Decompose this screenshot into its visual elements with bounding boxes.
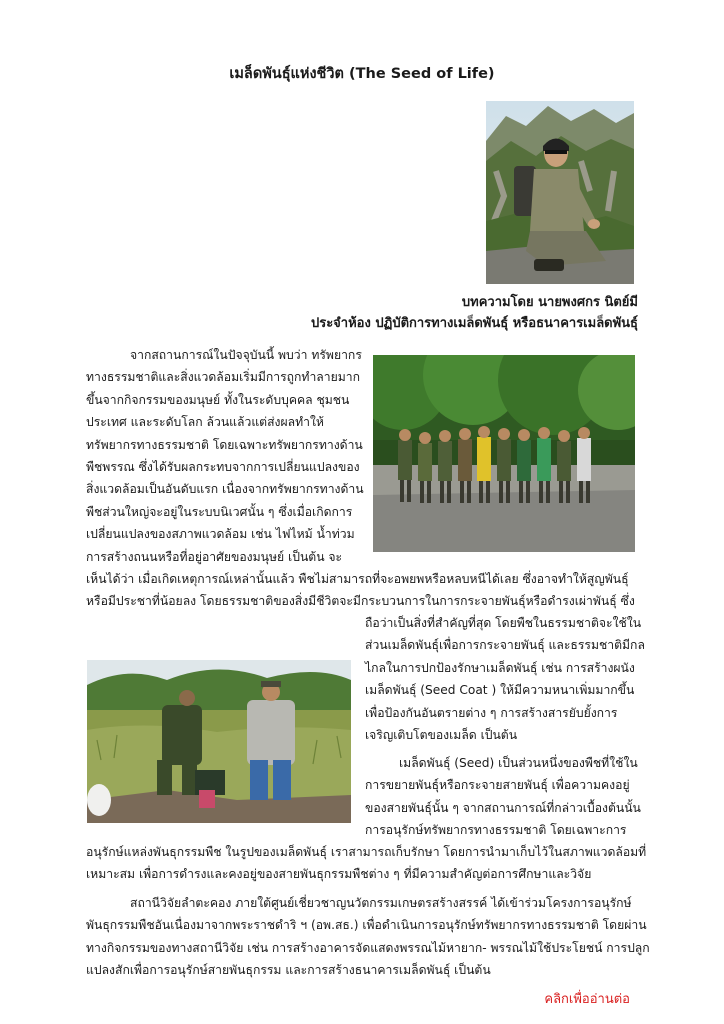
paragraph-station <box>86 892 650 982</box>
text-line: เหมาะสม เพื่อการดำรงและคงอยู่ของสายพันธุกรรมพืชต่าง ๆ ที่มีความสำคัญต่อการศึกษาและวิจัย <box>86 867 592 882</box>
paragraph-intro-column <box>86 344 368 568</box>
text-line: เห็นได้ว่า เมื่อเกิดเหตุการณ์เหล่านั้นแล้ว พืชไม่สามารถที่จะอพยพหรือหลบหนีได้เลย ซึ่งอาจทำให้สูญพันธุ์ <box>86 572 629 586</box>
text-line: ทางกิจกรรมของทางสถานีวิจัย เช่น การสร้างอาคารจัดแสดงพรรณไม้หายาก- พรรณไม้ใช้ประโยชน์ การปลูก <box>86 940 650 955</box>
paragraph-nature-column <box>365 612 645 746</box>
text-line: เมล็ดพันธุ์ (Seed) เป็นส่วนหนึ่งของพืชที่ใช้ใน <box>399 756 638 770</box>
text-line: ของสายพันธุ์นั้น ๆ จากสถานการณ์ที่กล่าวเบื้องต้นนั้น <box>365 800 641 815</box>
text-line: การขยายพันธุ์หรือกระจายสายพันธุ์ เพื่อความคงอยู่ <box>365 778 630 793</box>
paragraph-seed-column <box>365 752 640 842</box>
text-line: เพื่อป้องกันอันตรายต่าง ๆ การสร้างสารยับยั้งการ <box>365 705 618 720</box>
text-line: พันธุกรรมพืชอันเนื่องมาจากพระราชดำริ ฯ (อพ.สธ.) เพื่อดำเนินการอนุรักษ์ทรัพยากรทางธรรมชาติ โดยผ่าน <box>86 918 647 933</box>
author-photo <box>486 101 634 284</box>
author-line: บทความโดย นายพงศกร นิตย์มี <box>461 295 638 310</box>
read-more-link[interactable]: คลิกเพื่ออ่านต่อ <box>544 992 630 1007</box>
text-line: ไกลในการปกป้องรักษาเมล็ดพันธุ์ เช่น การสร้างผนัง <box>365 660 635 675</box>
text-line: หรือมีประชาที่น้อยลง โดยธรรมชาติของสิ่งมีชีวิตจะมีกระบวนการในการกระจายพันธุ์หรือดำรงเผ่าพันธุ์ ซึ่ง <box>86 594 635 609</box>
text-line: จากสถานการณ์ในปัจจุบันนี้ พบว่า ทรัพยากร <box>130 348 362 362</box>
page-title: เมล็ดพันธุ์แห่งชีวิต (The Seed of Life) <box>229 66 495 82</box>
text-line: เมล็ดพันธุ์ (Seed Coat ) ให้มีความหนาเพิ่มมากขึ้น <box>365 683 635 698</box>
text-line: ทางธรรมชาติและสิ่งแวดล้อมเริ่มมีการถูกทำลายมาก <box>86 370 361 385</box>
text-line: ขึ้นจากกิจกรรมของมนุษย์ ทั้งในระดับบุคคล ชุมชน <box>86 392 350 407</box>
text-line: ประเทศ และระดับโลก ล้วนแล้วแต่ส่งผลทำให้ <box>86 415 324 430</box>
group-photo <box>373 355 635 552</box>
text-line: พืชส่วนใหญ่จะอยู่ในระบบนิเวศนั้น ๆ ซึ่งเมื่อเกิดการ <box>86 504 353 519</box>
text-line: ทรัพยากรทางธรรมชาติ โดยเฉพาะทรัพยากรทางด้าน <box>86 437 363 452</box>
affiliation-line: ประจำห้อง ปฏิบัติการทางเมล็ดพันธุ์ หรือธนาคารเมล็ดพันธุ์ <box>310 316 638 331</box>
text-line: เปลี่ยนแปลงของสภาพแวดล้อม เช่น ไฟไหม้ น้ำท่วม <box>86 527 355 542</box>
text-line: ถือว่าเป็นสิ่งที่สำคัญที่สุด โดยพืชในธรรมชาติจะใช้ใน <box>365 616 642 630</box>
text-line: แปลงสักเพื่อการอนุรักษ์สายพันธุกรรม และการสร้างธนาคารเมล็ดพันธุ์ เป็นต้น <box>86 963 491 978</box>
text-line: เจริญเติบโตของเมล็ด เป็นต้น <box>365 727 518 742</box>
field-photo <box>87 660 351 823</box>
text-line: อนุรักษ์แหล่งพันธุกรรมพืช ในรูปของเมล็ดพันธุ์ เราสามารถเก็บรักษา โดยการนำมาเก็บไว้ในสภาพแวดล้อมที่ <box>86 845 647 859</box>
text-line: ส่วนเมล็ดพันธุ์เพื่อการกระจายพันธุ์ และธรรมชาติมีกล <box>365 638 645 653</box>
text-line: พืชพรรณ ซึ่งได้รับผลกระทบจากการเปลี่ยนแปลงของ <box>86 459 360 474</box>
paragraph-seed-full <box>86 841 647 886</box>
text-line: การอนุรักษ์ทรัพยากรทางธรรมชาติ โดยเฉพาะการ <box>365 823 627 838</box>
text-line: สถานีวิจัยลำตะคอง ภายใต้ศูนย์เชี่ยวชาญนวัตกรรมเกษตรสร้างสรรค์ ได้เข้าร่วมโครงการอนุรักษ์ <box>130 896 632 910</box>
text-line: สิ่งแวดล้อมเป็นอันดับแรก เนื่องจากทรัพยากรทางด้าน <box>86 482 364 497</box>
text-line: การสร้างถนนหรือที่อยู่อาศัยของมนุษย์ เป็นต้น จะ <box>86 549 343 564</box>
paragraph-intro-full <box>86 568 638 613</box>
